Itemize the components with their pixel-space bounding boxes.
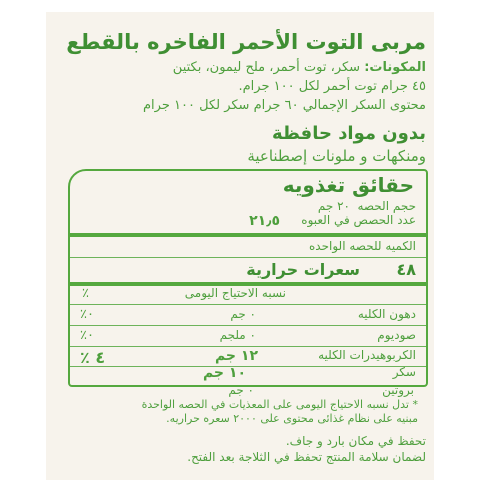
nutrient-percent: ٪٠ [80, 328, 94, 343]
nutrient-label: بروتين [382, 383, 414, 397]
sugar-content-line: محتوى السكر الإجمالي ٦٠ جرام سكر لكل ١٠٠ جرام [142, 98, 426, 113]
nutrient-row-fat [76, 307, 416, 325]
divider [70, 325, 426, 326]
servings-value: ٢١٫٥ [249, 213, 280, 229]
divider [70, 346, 426, 347]
divider [70, 304, 426, 305]
storage-line-1: تحفظ في مكان بارد و جاف. [285, 434, 426, 448]
calories-label: سعرات حرارية [246, 260, 360, 279]
nutrient-label: سكر [392, 365, 416, 379]
nutrient-row-carbs [76, 348, 416, 366]
ingredients-heading: المكونات: [364, 60, 426, 75]
daily-value-percent: ٪ [82, 286, 89, 301]
nutrition-facts-heading: حقائق تغذويه [282, 173, 414, 197]
daily-value-header-row [76, 286, 416, 304]
thick-divider [70, 233, 426, 237]
ingredients-text: سكر، توت أحمر، ملح ليمون، بكتين [172, 60, 361, 75]
per-serving-row [76, 239, 416, 257]
daily-value-label: نسبه الاحتياج اليومى [184, 286, 286, 300]
storage-line-2: لضمان سلامة المنتج تحفظ في الثلاجة بعد الفتح. [187, 450, 426, 464]
nutrient-row-sugar [76, 365, 416, 383]
nutrient-value: ٠ ملجم [219, 328, 256, 342]
servings-row [76, 213, 416, 231]
footnote-line-1: * تدل نسبه الاحتياج اليومى على المعذيات في الحصه الواحدة [141, 398, 418, 411]
fruit-content-line: ٤٥ جرام توت أحمر لكل ١٠٠ جرام. [238, 79, 426, 94]
nutrient-percent: ٪٠ [80, 307, 94, 322]
product-title: مربى التوت الأحمر الفاخره بالقطع [66, 30, 426, 54]
nutrient-label: دهون الكليه [357, 307, 416, 321]
calories-row [76, 260, 416, 282]
nutrient-label: الكربوهيدرات الكليه [318, 348, 416, 362]
nutrition-facts-box [68, 169, 428, 387]
nutrient-value: ١٠ جم [202, 365, 246, 381]
per-serving-label: الكميه للحصه الواحده [309, 239, 416, 253]
serving-size-value: ٢٠ جم [317, 199, 350, 213]
divider [70, 257, 426, 258]
calories-value: ٤٨ [396, 260, 416, 279]
nutrient-value: ٠ جم [230, 307, 256, 321]
nutrient-row-sodium [76, 328, 416, 346]
nutrient-value: ١٢ جم [214, 348, 258, 364]
serving-size-label: حجم الحصه [357, 199, 416, 213]
servings-label: عدد الحصص في العبوه [301, 213, 416, 227]
ingredients-line [173, 60, 426, 75]
nutrient-percent: ٪ ٤ [80, 348, 106, 367]
no-artificial-line: ومنكهات و ملونات إصطناعية [247, 147, 426, 165]
no-preservatives-line: بدون مواد حافظة [271, 123, 426, 144]
nutrient-label: صوديوم [377, 328, 416, 342]
footnote-line-2: مبنيه على نظام غذائى محتوى على ٢٠٠٠ سعره حراريه. [166, 412, 418, 425]
nutrient-value: ٠ جم [228, 383, 254, 397]
